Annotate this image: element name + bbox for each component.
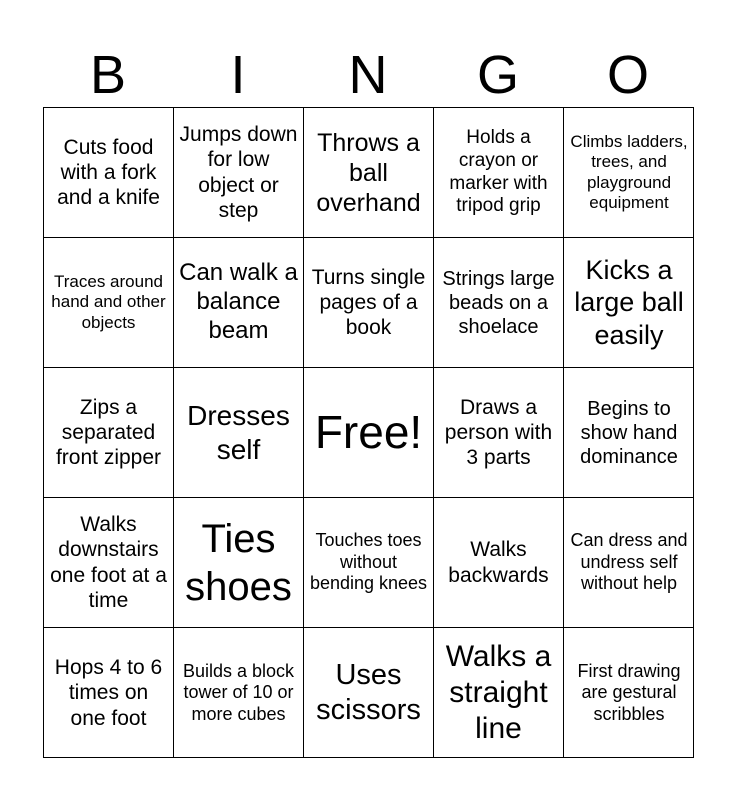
bingo-board	[43, 107, 694, 758]
bingo-cell-text: Climbs ladders, trees, and playground equipment	[570, 131, 688, 212]
bingo-cell-text: Traces around hand and other objects	[51, 271, 166, 332]
bingo-cell-text: Zips a separated front zipper	[55, 395, 162, 470]
bingo-cell[interactable]	[564, 238, 694, 368]
bingo-cell-text: Touches toes without bending knees	[309, 530, 428, 594]
bingo-cell-text: Free!	[314, 405, 423, 458]
bingo-cell[interactable]	[174, 628, 304, 758]
bingo-cell[interactable]	[304, 108, 434, 238]
bingo-cell[interactable]	[304, 498, 434, 628]
bingo-cell-text: Turns single pages of a book	[311, 265, 426, 340]
bingo-cell-text: Ties shoes	[185, 516, 292, 609]
bingo-cell[interactable]	[564, 108, 694, 238]
bingo-cell-text: Jumps down for low object or step	[179, 123, 298, 222]
bingo-cell[interactable]	[304, 238, 434, 368]
header-letter-i: I	[230, 45, 246, 105]
bingo-cell[interactable]	[564, 498, 694, 628]
bingo-cell-text: Walks a straight line	[445, 640, 552, 745]
bingo-cell-free[interactable]	[304, 368, 434, 498]
bingo-header	[43, 42, 693, 108]
bingo-cell[interactable]	[434, 368, 564, 498]
bingo-cell[interactable]	[44, 238, 174, 368]
bingo-cell-text: Uses scissors	[316, 659, 421, 726]
bingo-cell[interactable]	[174, 368, 304, 498]
bingo-cell[interactable]	[434, 628, 564, 758]
bingo-cell[interactable]	[44, 368, 174, 498]
bingo-cell-text: Dresses self	[187, 399, 290, 465]
bingo-cell[interactable]	[174, 108, 304, 238]
bingo-cell[interactable]	[44, 498, 174, 628]
bingo-cell[interactable]	[564, 368, 694, 498]
bingo-cell-text: Strings large beads on a shoelace	[442, 267, 555, 338]
bingo-cell-text: Throws a ball overhand	[316, 128, 421, 217]
bingo-cell-text: Builds a block tower of 10 or more cubes	[182, 660, 295, 724]
bingo-cell-text: Draws a person with 3 parts	[444, 395, 553, 470]
bingo-cell[interactable]	[44, 628, 174, 758]
bingo-cell[interactable]	[44, 108, 174, 238]
bingo-cell-text: Holds a crayon or marker with tripod grip	[449, 126, 548, 217]
header-letter-n: N	[348, 45, 388, 105]
bingo-cell-text: Walks downstairs one foot at a time	[50, 513, 167, 612]
bingo-cell[interactable]	[174, 238, 304, 368]
bingo-cell[interactable]	[434, 238, 564, 368]
header-letter-o: O	[606, 45, 649, 105]
bingo-cell-text: Can walk a balance beam	[179, 259, 298, 344]
bingo-cell-text: Walks backwards	[448, 538, 549, 587]
bingo-cell[interactable]	[434, 108, 564, 238]
bingo-cell-text: Hops 4 to 6 times on one foot	[54, 656, 163, 730]
bingo-cell-text: Begins to show hand dominance	[580, 397, 678, 468]
bingo-cell-text: Cuts food with a fork and a knife	[57, 135, 160, 210]
bingo-cell-text: First drawing are gestural scribbles	[577, 660, 681, 724]
bingo-cell-text: Kicks a large ball easily	[574, 254, 684, 350]
bingo-cell-text: Can dress and undress self without help	[570, 530, 688, 594]
bingo-cell[interactable]	[434, 498, 564, 628]
bingo-cell[interactable]	[564, 628, 694, 758]
header-letter-g: G	[476, 45, 519, 105]
bingo-cell[interactable]	[174, 498, 304, 628]
bingo-cell[interactable]	[304, 628, 434, 758]
header-letter-b: B	[89, 45, 127, 105]
